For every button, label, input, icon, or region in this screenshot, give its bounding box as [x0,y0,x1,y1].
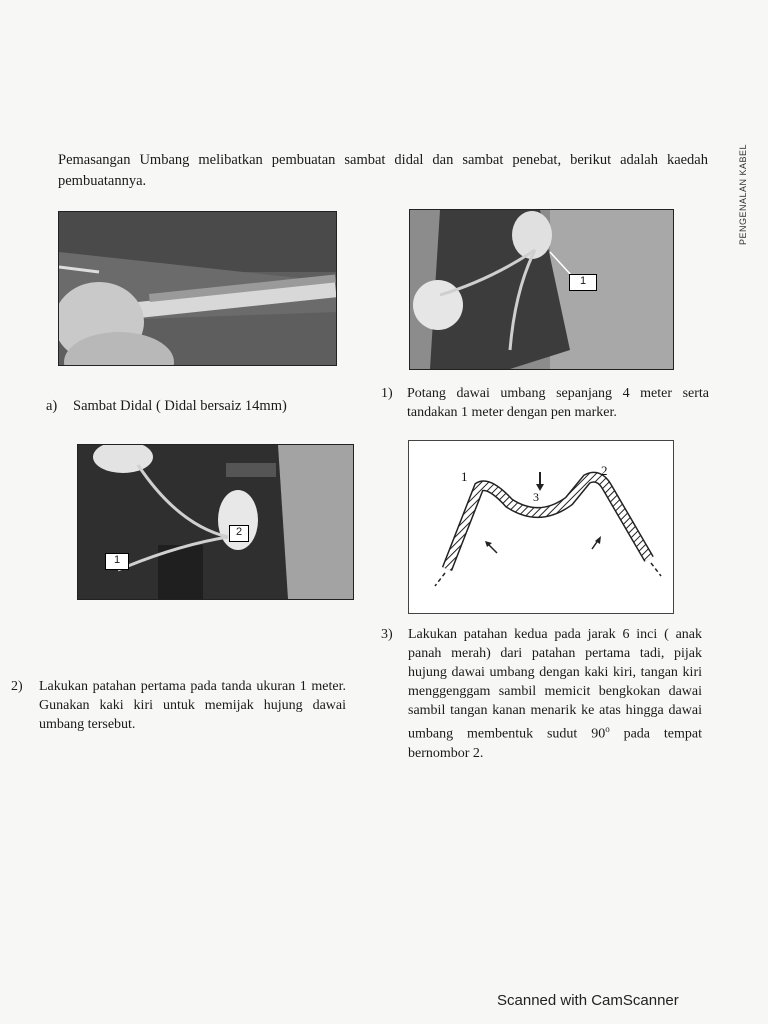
caption-a-marker: a) [46,398,58,414]
photo-step-1-tag: 1 [569,274,597,291]
diagram-label-3: 3 [533,490,539,504]
caption-step-1 [381,384,711,424]
caption-step-2-marker: 2) [11,679,23,694]
caption-step-2 [11,677,351,737]
photo-step-1-image [410,210,673,369]
caption-step-2-text: Lakukan patahan pertama pada tanda ukuran 1 meter. Gunakan kaki kiri untuk memijak hujung dawai umbang tersebut. [39,679,346,732]
side-label: PENGENALAN KABEL [738,143,748,245]
caption-step-3-text-before: Lakukan patahan kedua pada jarak 6 inci ( anak panah merah) dari patahan pertama tadi, pijak hujung dawai umbang dengan kaki kiri, tangan kiri menggenggam sambil memicit bengkokan dawai sambil tangan kanan menarik ke atas hingga dawai umbang membentuk sudut 90 [408,627,702,742]
photo-sambat-didal [58,211,337,366]
photo-step-2-image [78,445,353,599]
caption-step-3-text [408,625,702,763]
caption-step-3-text-after: pada tempat bernombor 2. [408,726,702,761]
intro-paragraph: Pemasangan Umbang melibatkan pembuatan sambat didal dan sambat penebat, berikut adalah kaedah pembuatannya. [58,152,708,189]
caption-step-3-degree: o [605,724,610,734]
caption-step-3-marker: 3) [381,627,393,642]
caption-a-text: Sambat Didal ( Didal bersaiz 14mm) [73,398,287,414]
diagram-bent-wire [409,441,673,613]
caption-step-1-marker: 1) [381,386,393,401]
photo-step-1 [409,209,674,370]
scanner-footer: Scanned with CamScanner [497,992,679,1009]
photo-sambat-didal-image [59,212,336,365]
photo-step-2-tag-2: 2 [229,525,249,542]
photo-step-2 [77,444,354,600]
caption-step-1-text: Potang dawai umbang sepanjang 4 meter serta tandakan 1 meter dengan pen marker. [407,386,709,420]
diagram-label-2: 2 [601,463,608,478]
caption-a [46,397,346,417]
diagram-label-1: 1 [461,469,468,484]
photo-step-2-tag-1: 1 [105,553,129,570]
caption-step-3 [381,625,706,785]
diagram-step-3 [408,440,674,614]
